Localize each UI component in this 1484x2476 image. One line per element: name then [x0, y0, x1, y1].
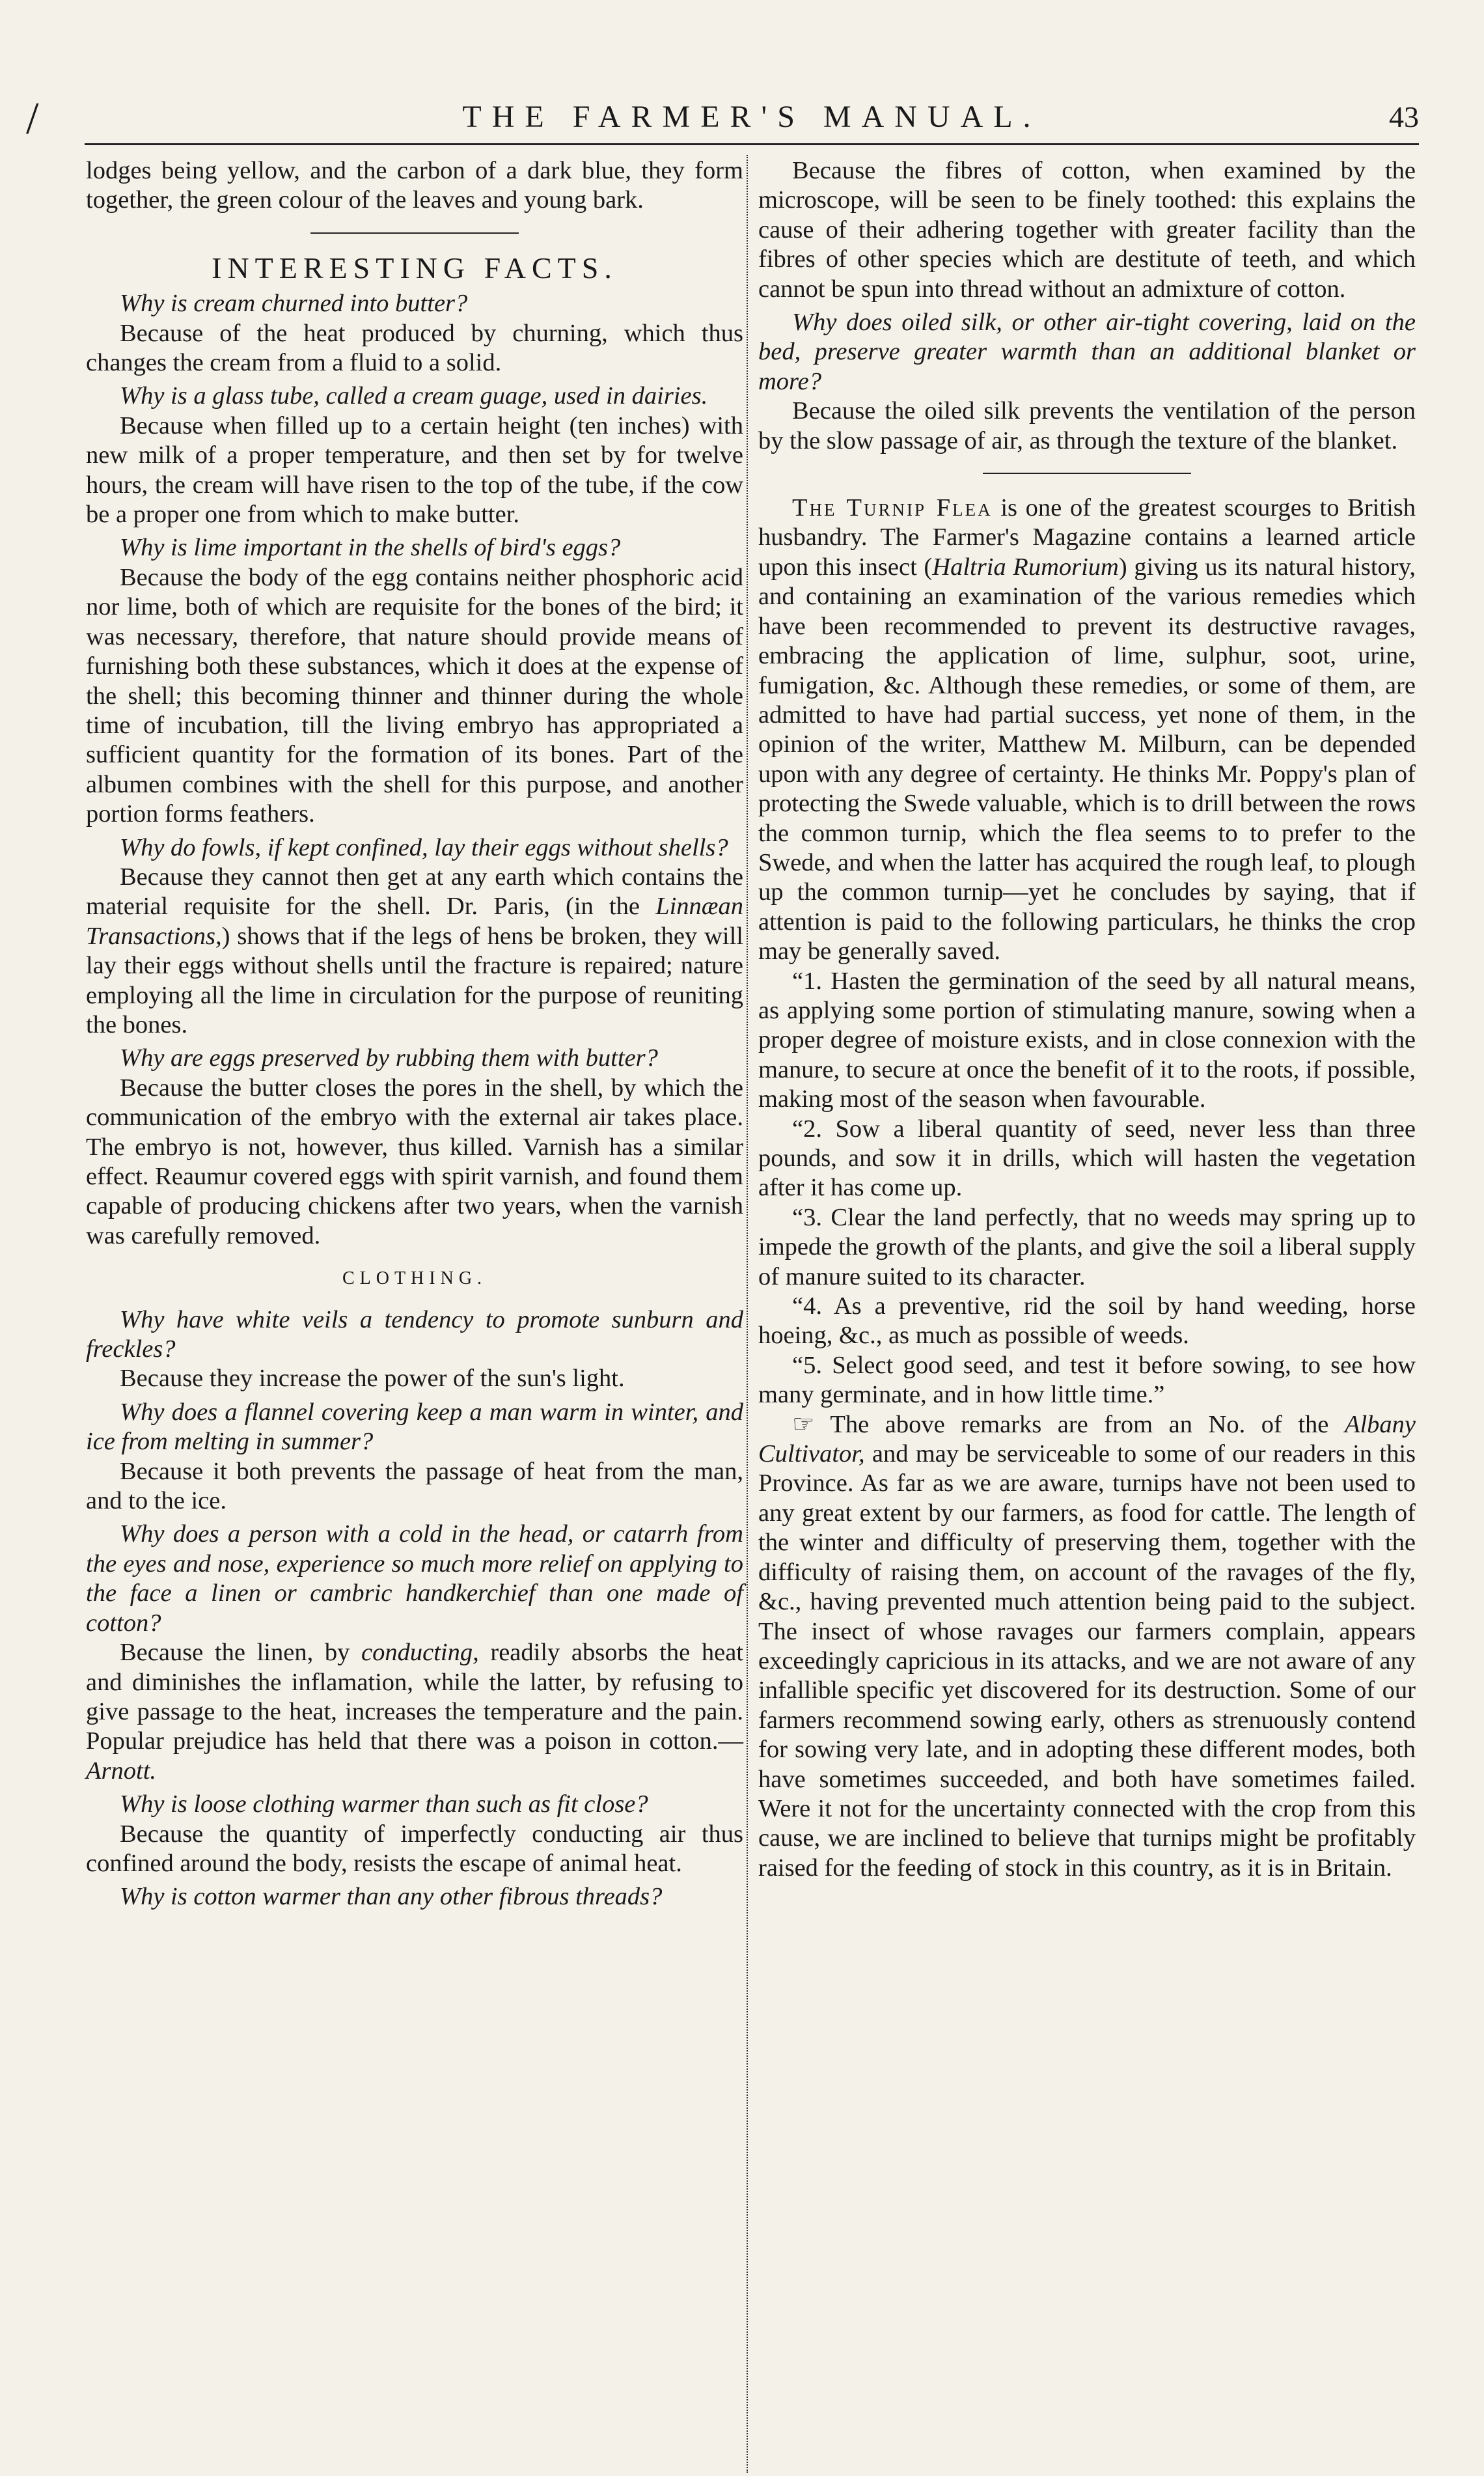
source-attribution: Arnott.: [86, 1757, 157, 1785]
answer: Because they increase the power of the sun's light.: [120, 1365, 625, 1393]
article-text: is one of the greatest scourges to British husbandry. The Farmer's Magazine contains a learned article upon this insect (: [758, 494, 1416, 581]
turnip-flea-paragraph: [758, 494, 1416, 967]
answer: Because of the heat produced by churning, which thus changes the cream from a fluid to a solid.: [86, 319, 743, 377]
question: Why does a person with a cold in the head, or catarrh from the eyes and nose, experience so much more relief on applying to the face a linen or cambric handkerchief than one made of cotton?: [86, 1520, 743, 1637]
running-title: THE FARMER'S MANUAL.: [462, 100, 1041, 134]
emphasis: conducting,: [361, 1639, 479, 1667]
question: Why are eggs preserved by rubbing them with butter?: [120, 1044, 658, 1072]
numbered-rule: “3. Clear the land perfectly, that no weeds may spring up to impede the growth of the plants, and give the soil a liberal supply of manure suited to its character.: [758, 1203, 1416, 1290]
margin-mark: /: [26, 94, 39, 144]
numbered-rule: “1. Hasten the germination of the seed by all natural means, as applying some portion of stimulating manure, sowing when a proper degree of moisture exists, and in close connexion with the manure, to secure at once the benefit of it to the roots, if possible, making most of the season when favourable.: [758, 967, 1416, 1113]
column-divider: [747, 155, 748, 2473]
answer: [86, 863, 743, 1040]
left-column: [86, 156, 743, 1912]
intro-paragraph: lodges being yellow, and the carbon of a dark blue, they form together, the green colour of the leaves and young bark.: [86, 157, 743, 214]
question: Why is cream churned into butter?: [120, 290, 468, 318]
question: Why do fowls, if kept confined, lay their eggs without shells?: [120, 833, 728, 861]
question: Why does a flannel covering keep a man warm in winter, and ice from melting in summer?: [86, 1398, 743, 1456]
answer: Because the oiled silk prevents the ventilation of the person by the slow passage of air, as through the texture of the blanket.: [758, 397, 1416, 454]
subsection-title: CLOTHING.: [342, 1268, 488, 1289]
answer-text: Because the linen, by: [120, 1639, 362, 1667]
section-rule: [310, 232, 519, 234]
citation-title: Linnæan Transactions,: [86, 893, 743, 950]
question: Why is a glass tube, called a cream guage, used in dairies.: [120, 382, 708, 410]
answer: Because the body of the egg contains neither phosphoric acid nor lime, both of which are requisite for the bones of the bird; it was necessary, therefore, that nature should provide means of furnishing both these substances, which it does at the expense of the shell; this becoming thinner and thinner during the whole time of incubation, till the living embryo has appropriated a sufficient quantity for the formation of its bones. Part of the albumen combines with the shell for this purpose, and another portion forms feathers.: [86, 563, 743, 828]
numbered-rule: “5. Select good seed, and test it before sowing, to see how many germinate, and in how little time.”: [758, 1351, 1416, 1409]
note-text: The above remarks are from an No. of the: [814, 1410, 1345, 1438]
numbered-rule: “2. Sow a liberal quantity of seed, never less than three pounds, and sow it in drills, which will hasten the vegetation after it has come up.: [758, 1115, 1416, 1202]
question: Why is lime important in the shells of bird's eggs?: [120, 534, 621, 562]
question: Why is loose clothing warmer than such as fit close?: [120, 1790, 648, 1818]
right-column: [758, 156, 1416, 1883]
answer-text: ) shows that if the legs of hens be broken, they will lay their eggs without shells until the fracture is repaired; nature employing all the lime in circulation for the purpose of reuniting the bones.: [86, 922, 743, 1038]
answer-text: readily absorbs the heat and diminishes the inflamation, while the latter, by refusing to give passage to the heat, increases the temperature and the pain. Popular prejudice has held that there was a poison in cotton.—: [86, 1639, 743, 1755]
note-text: and may be serviceable to some of our readers in this Province. As far as we are aware, turnips have not been used to any great extent by our farmers, as food for cattle. The length of the winter and difficulty of preserving them, together with the difficulty of raising them, on account of the ravages of the fly, &c., having prevented much attention being paid to the subject. The insect of whose ravages our farmers complain, appears exceedingly capricious in its attacks, and we are not aware of any infallible specific yet discovered for its destruction. Some of our farmers recommend sowing early, others as strenuously contend for sowing very late, and in adopting these different modes, both have sometimes succeeded, and both have sometimes failed. Were it not for the uncertainty connected with the crop from this cause, we are inclined to believe that turnips might be profitably raised for the feeding of stock in this country, as it is in Britain.: [758, 1440, 1416, 1882]
question: Why have white veils a tendency to promote sunburn and freckles?: [86, 1305, 743, 1363]
article-rule: [983, 473, 1191, 474]
answer: Because the quantity of imperfectly conducting air thus confined around the body, resists the escape of animal heat.: [86, 1820, 743, 1877]
page-header: [85, 98, 1419, 145]
answer-text: Because they cannot then get at any earth which contains the material requisite for the shell. Dr. Paris, (in the: [86, 863, 743, 921]
publication-title: Albany Cultivator,: [758, 1410, 1416, 1468]
numbered-rule: “4. As a preventive, rid the soil by hand weeding, horse hoeing, &c., as much as possible of weeds.: [758, 1292, 1416, 1350]
latin-name: Haltria Rumorium: [932, 553, 1119, 581]
pointing-hand-icon: ☞: [792, 1410, 815, 1438]
answer: Because it both prevents the passage of heat from the man, and to the ice.: [86, 1457, 743, 1515]
article-heading: The Turnip Flea: [792, 494, 993, 522]
editor-note: [758, 1410, 1416, 1884]
page-number: 43: [1389, 100, 1419, 133]
question: Why does oiled silk, or other air-tight covering, laid on the bed, preserve greater warmth than an additional blanket or more?: [758, 309, 1416, 395]
section-title: INTERESTING FACTS.: [212, 251, 618, 285]
article-text: ) giving us its natural history, and containing an examination of the various remedies which have been recommended to prevent its destructive ravages, embracing the application of lime, sulphur, soot, urine, fumigation, &c. Although these remedies, or some of them, are admitted to have had partial success, yet none of them, in the opinion of the writer, Matthew M. Milburn, can be depended upon with any degree of certainty. He thinks Mr. Poppy's plan of protecting the Swede valuable, which is to drill between the rows the common turnip, which the flea seems to to prefer to the Swede, and when the latter has acquired the rough leaf, to plough up the common turnip—yet he concludes by saying, that if attention is paid to the following particulars, he thinks the crop may be generally saved.: [758, 553, 1416, 966]
answer: [86, 1638, 743, 1786]
answer: Because the fibres of cotton, when examined by the microscope, will be seen to be finely toothed: this explains the cause of their adhering together with greater facility than the fibres of other species which are destitute of teeth, and which cannot be spun into thread without an admixture of cotton.: [758, 157, 1416, 303]
answer: Because when filled up to a certain height (ten inches) with new milk of a proper temperature, and then set by for twelve hours, the cream will have risen to the top of the tube, if the cow be a proper one from which to make butter.: [86, 411, 743, 529]
question: Why is cotton warmer than any other fibrous threads?: [120, 1883, 663, 1911]
answer: Because the butter closes the pores in the shell, by which the communication of the embryo with the external air takes place. The embryo is not, however, thus killed. Varnish has a similar effect. Reaumur covered eggs with spirit varnish, and found them capable of producing chickens after two years, when the varnish was carefully removed.: [86, 1074, 743, 1249]
